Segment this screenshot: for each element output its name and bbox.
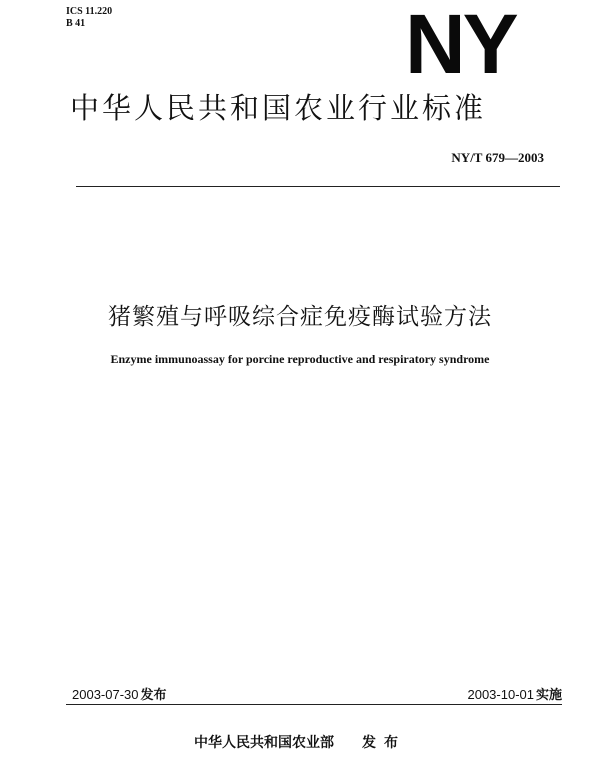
classification-codes — [66, 6, 112, 30]
standard-category: 中华人民共和国农业行业标准 — [70, 91, 487, 125]
header-divider — [76, 186, 560, 187]
ny-logo: NY — [405, 0, 516, 91]
issue-date: 2003-07-30 — [72, 687, 139, 702]
implement-date-line — [467, 684, 562, 703]
publisher-name: 中华人民共和国农业部 — [194, 735, 334, 751]
issue-date-line — [72, 684, 167, 703]
title-english: Enzyme immunoassay for porcine reproductive and respiratory syndrome — [110, 352, 490, 366]
implement-date: 2003-10-01 — [467, 687, 534, 702]
publisher-line — [0, 732, 600, 752]
standard-number: NY/T 679—2003 — [451, 150, 544, 165]
footer-divider — [66, 704, 562, 705]
issue-label: 发布 — [140, 687, 167, 702]
ccs-code: B 41 — [66, 18, 86, 29]
ics-code: ICS 11.220 — [66, 6, 113, 17]
publisher-action: 发布 — [362, 735, 406, 751]
title-chinese: 猪繁殖与呼吸综合症免疫酶试验方法 — [108, 304, 492, 330]
implement-label: 实施 — [535, 687, 562, 702]
